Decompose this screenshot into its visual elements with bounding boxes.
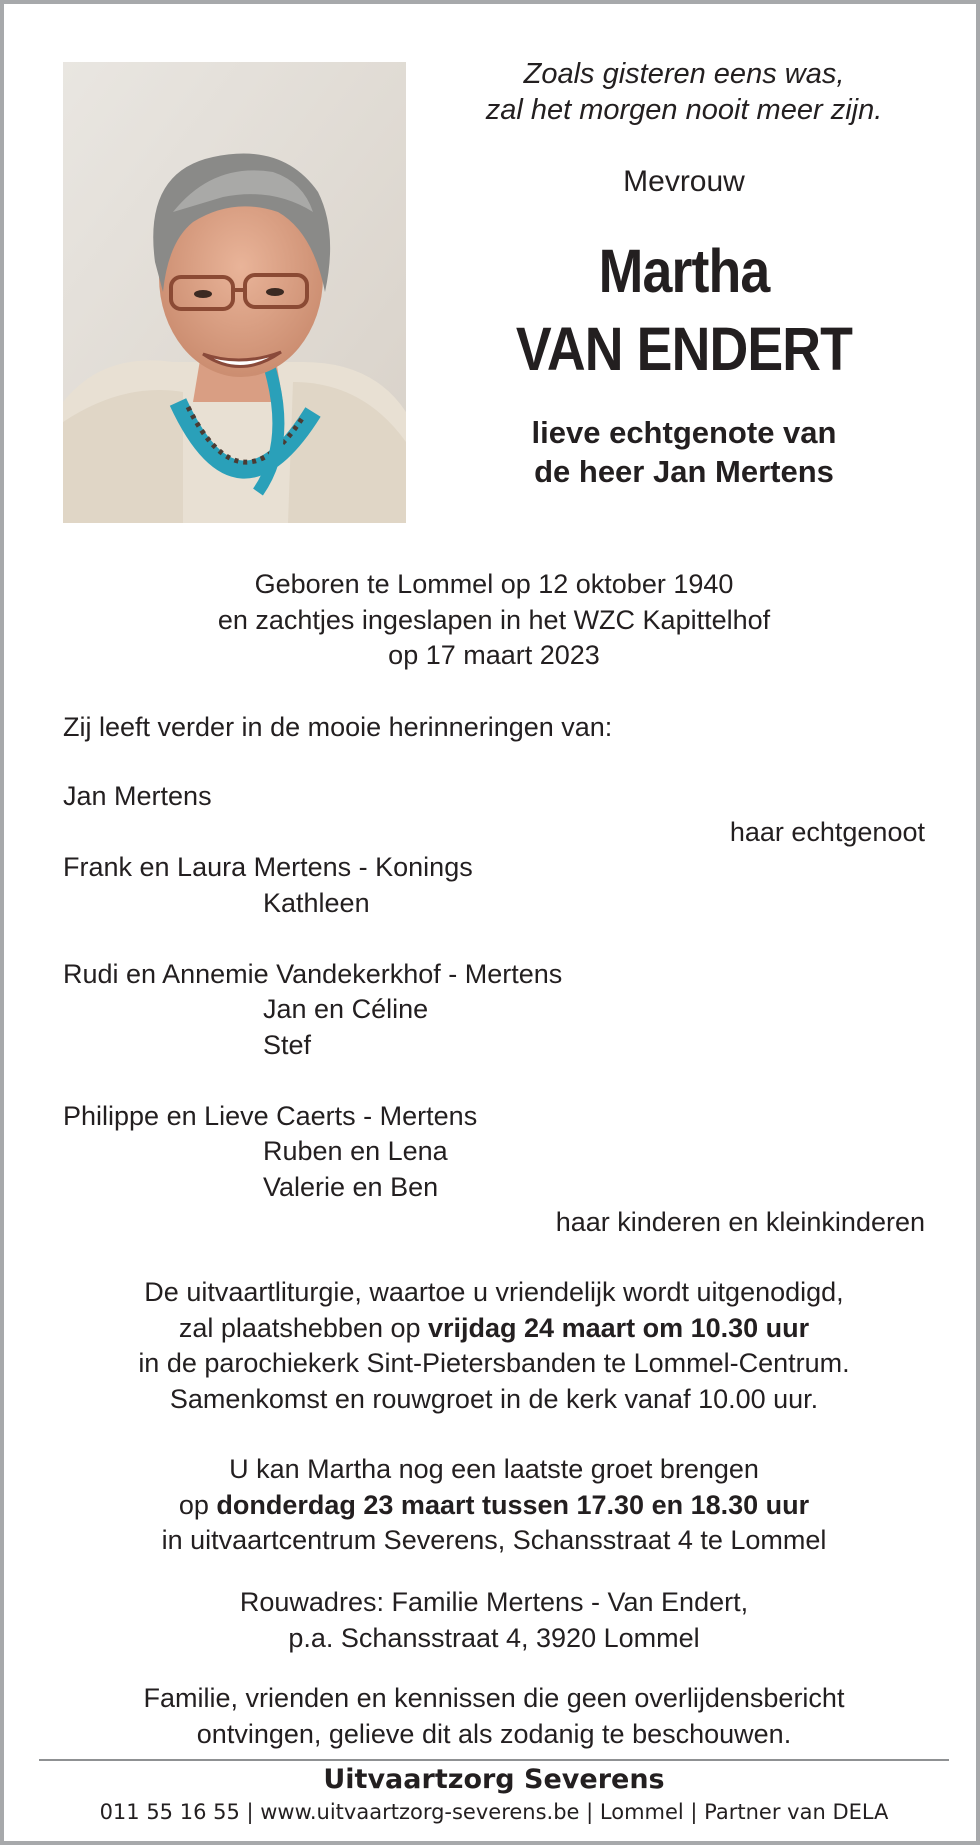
- funeral-home-contact: 011 55 16 55 | www.uitvaartzorg-severens.be | Lommel | Partner van DELA: [99, 1800, 889, 1824]
- relation-line-1: lieve echtgenote van: [531, 415, 837, 450]
- visit-line-2: [44, 1488, 944, 1524]
- survivors-list: [63, 779, 925, 1241]
- address-line-2: p.a. Schansstraat 4, 3920 Lommel: [288, 1622, 700, 1653]
- spouse-role: haar echtgenoot: [729, 816, 925, 847]
- visit-line-3: in uitvaartcentrum Severens, Schansstraat 4 te Lommel: [161, 1525, 827, 1555]
- funeral-line-4: Samenkomst en rouwgroet in de kerk vanaf 10.00 uur.: [169, 1383, 819, 1414]
- notice-line-2: ontvingen, gelieve dit als zodanig te beschouwen.: [196, 1718, 792, 1749]
- spouse-name: Jan Mertens: [63, 781, 212, 811]
- memorial-quote: [424, 56, 944, 128]
- grandchild: Kathleen: [263, 887, 370, 918]
- portrait-photo: [63, 62, 406, 523]
- family-1: Frank en Laura Mertens - Konings: [63, 852, 473, 882]
- mourning-address: [44, 1585, 944, 1656]
- grandchild: Valerie en Ben: [263, 1171, 439, 1202]
- family-2: Rudi en Annemie Vandekerkhof - Mertens: [63, 958, 563, 989]
- portrait-icon: [63, 62, 406, 523]
- honorific: Mevrouw: [623, 165, 745, 198]
- notice-line-1: Familie, vrienden en kennissen die geen overlijdensbericht: [143, 1683, 845, 1713]
- funeral-line-2-text: zal plaatshebben op: [178, 1312, 429, 1343]
- last-name: VAN ENDERT: [515, 315, 853, 383]
- funeral-home-name: Uitvaartzorg Severens: [323, 1764, 665, 1795]
- grandchild: Jan en Céline: [263, 994, 429, 1024]
- deceased-name: [455, 232, 913, 388]
- grandchild: Stef: [263, 1029, 312, 1060]
- visit-date: donderdag 23 maart tussen 17.30 en 18.30 uur: [216, 1489, 810, 1520]
- address-line-1: Rouwadres: Familie Mertens - Van Endert,: [239, 1587, 749, 1617]
- children-role: haar kinderen en kleinkinderen: [555, 1207, 925, 1237]
- visitation-details: [44, 1452, 944, 1559]
- visit-line-2-text: op: [178, 1489, 217, 1520]
- dates-line-3: op 17 maart 2023: [388, 640, 600, 670]
- notice-text: [44, 1681, 944, 1752]
- footer-divider: [39, 1759, 949, 1761]
- first-name: Martha: [598, 237, 770, 305]
- funeral-date: vrijdag 24 maart om 10.30 uur: [428, 1312, 810, 1343]
- dates-line-2: en zachtjes ingeslapen in het WZC Kapittelhof: [217, 604, 771, 635]
- quote-line-1: Zoals gisteren eens was,: [523, 58, 845, 90]
- funeral-line-1: De uitvaartliturgie, waartoe u vriendelijk wordt uitgenodigd,: [144, 1277, 844, 1307]
- grandchild: Ruben en Lena: [263, 1136, 448, 1166]
- funeral-details: [44, 1275, 944, 1417]
- funeral-line-2: [44, 1311, 944, 1347]
- funeral-line-3: in de parochiekerk Sint-Pietersbanden te Lommel-Centrum.: [138, 1348, 850, 1378]
- dates-line-1: Geboren te Lommel op 12 oktober 1940: [254, 569, 734, 599]
- visit-line-1: U kan Martha nog een laatste groet brengen: [229, 1454, 759, 1484]
- birth-death-dates: [44, 567, 944, 674]
- relation-text: [424, 413, 944, 491]
- relation-line-2: de heer Jan Mertens: [534, 454, 834, 489]
- quote-line-2: zal het morgen nooit meer zijn.: [485, 94, 883, 126]
- survivors-intro: Zij leeft verder in de mooie herinneringen van:: [63, 712, 613, 742]
- family-3: Philippe en Lieve Caerts - Mertens: [63, 1100, 478, 1131]
